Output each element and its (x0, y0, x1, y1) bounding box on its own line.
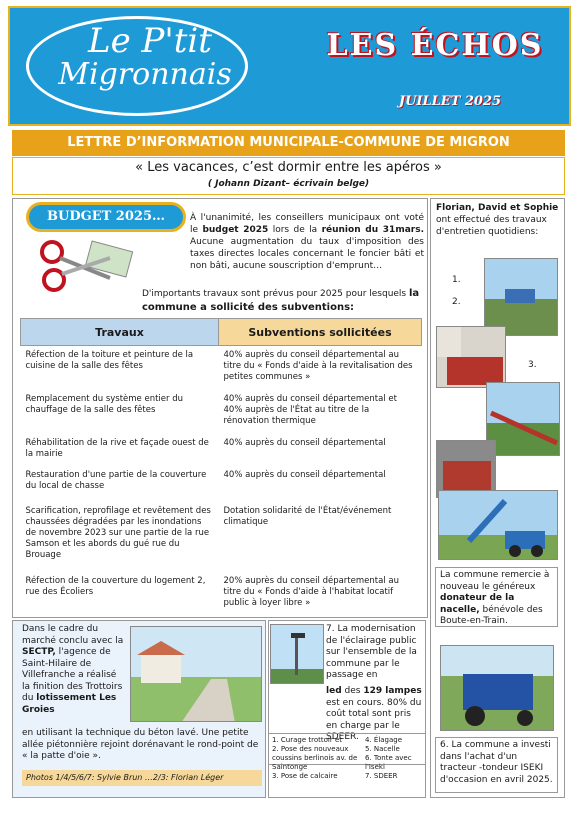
budget-intro: À l'unanimité, les conseillers municipaux ont voté le budget 2025 lors de la réunion du 31mars. Aucune augmentation du taux d'imposition des taxes directes locales concernant le foncier bâti et non bâti, aucune souscription d'emprunt… (190, 213, 424, 271)
table-header-works: Travaux (21, 319, 219, 346)
table-row (21, 346, 422, 390)
nacelle-photo (438, 490, 558, 560)
photo-label-1: 1. (452, 275, 461, 285)
quote-author: ( Johann Dizant– écrivain belge) (207, 179, 370, 189)
tractor-photo (440, 645, 554, 731)
subsidy-cell: 40% auprès du conseil départemental (223, 469, 386, 480)
subsidy-table (20, 318, 422, 616)
legend-item: 5. Nacelle (365, 745, 400, 753)
table-row (21, 434, 422, 466)
table-row (21, 390, 422, 434)
donor-thanks: La commune remercie à nouveau le généreux donateur de la nacelle, bénévole des Boute-en-Train. (435, 567, 558, 627)
streetlight-photo (270, 624, 324, 684)
legend-item: 2. Pose des nouveaux coussins berlinois av. de Saintonge (272, 745, 358, 771)
groies-text: Dans le cadre du marché conclu avec la SECTP, l'agence de Saint-Hilaire de Villefranche a réalisé la finition des Trottoirs du lotissement Les Groies (22, 624, 124, 715)
subsidy-cell: 40% auprès du conseil départemental au titre du « Fonds d'aide à la revitalisation des petites communes » (223, 350, 413, 382)
photo-legend (268, 733, 426, 780)
banner: LETTRE D’INFORMATION MUNICIPALE-COMMUNE DE MIGRON (12, 130, 565, 156)
subsidy-cell: 40% auprès du conseil départemental et 40% auprès de l'État au titre de la rénovation thermique (223, 393, 397, 426)
work-cell: Scarification, reprofilage et revêtement des chaussées dégradées par les inondations de novembre 2023 sur une partie de la rue Samson et les abords du gué rue du Brouage (25, 505, 211, 560)
scissors-illustration (36, 238, 136, 300)
tractor-text: 6. La commune a investi dans l'achat d'un tracteur -tondeur ISEKI d'occasion en avril 2025. (435, 737, 558, 793)
subsidy-cell: 40% auprès du conseil départemental (223, 437, 386, 448)
table-row (21, 572, 422, 616)
quote: « Les vacances, c’est dormir entre les apéros » (135, 160, 442, 175)
table-row (21, 502, 422, 572)
sidewalk-photo (130, 626, 262, 722)
photo-label-2: 2. (452, 297, 461, 307)
issue-date: JUILLET 2025 (398, 94, 502, 109)
photo-label-3: 3. (528, 360, 537, 370)
groies-text-continued: en utilisant la technique du béton lavé. Une petite allée piétonnière rejoint dorénavant le rond-point de « la patte d'oie ». (22, 728, 259, 761)
work-cell: Restauration d'une partie de la couverture du local de chasse (25, 469, 207, 491)
lighting-text-continued: led des 129 lampes est en cours. 80% du coût total sont pris en charge par le SDEER. (326, 686, 422, 742)
budget-badge: BUDGET 2025… (26, 202, 186, 232)
work-photo-4 (486, 382, 560, 456)
work-cell: Réhabilitation de la rive et façade ouest de la mairie (25, 437, 209, 459)
subsidy-intro: D'importants travaux sont prévus pour 2025 pour lesquels la commune a sollicité des subventions: (142, 288, 420, 313)
photo-credits: Photos 1/4/5/6/7: Sylvie Brun …2/3: Florian Léger (22, 770, 262, 786)
work-cell: Remplacement du système entier du chauffage de la salle des fêtes (25, 393, 183, 415)
work-photo-1 (484, 258, 558, 336)
legend-item: 1. Curage trottoir et (272, 736, 342, 744)
newsletter-title: LES ÉCHOS (326, 28, 544, 63)
lighting-text: 7. La modernisation de l'éclairage public sur l'ensemble de la commune par le passage en (326, 624, 417, 680)
legend-item: 7. SDEER (365, 772, 398, 780)
logo-text-1: Le P'tit (88, 21, 212, 61)
work-cell: Réfection de la couverture du logement 2, rue des Écoliers (25, 575, 206, 597)
subsidy-cell: 20% auprès du conseil départemental au titre du « Fonds d'aide à l'habitat locatif public à loyer libre » (223, 575, 399, 608)
table-header-subsidies: Subventions sollicitées (219, 319, 422, 346)
logo-text-2: Migronnais (58, 57, 232, 92)
legend-item: 6. Tonte avec l'Iseki (365, 754, 412, 771)
subsidy-cell: Dotation solidarité de l'État/événement climatique (223, 505, 392, 527)
table-row (21, 466, 422, 502)
legend-item: 3. Pose de calcaire (272, 772, 338, 780)
staff-text: Florian, David et Sophie ont effectué des travaux d'entretien quotidiens: (436, 203, 559, 237)
work-photo-2 (436, 326, 506, 388)
work-cell: Réfection de la toiture et peinture de la cuisine de la salle des fêtes (25, 350, 194, 371)
legend-item: 4. Élagage (365, 736, 403, 744)
